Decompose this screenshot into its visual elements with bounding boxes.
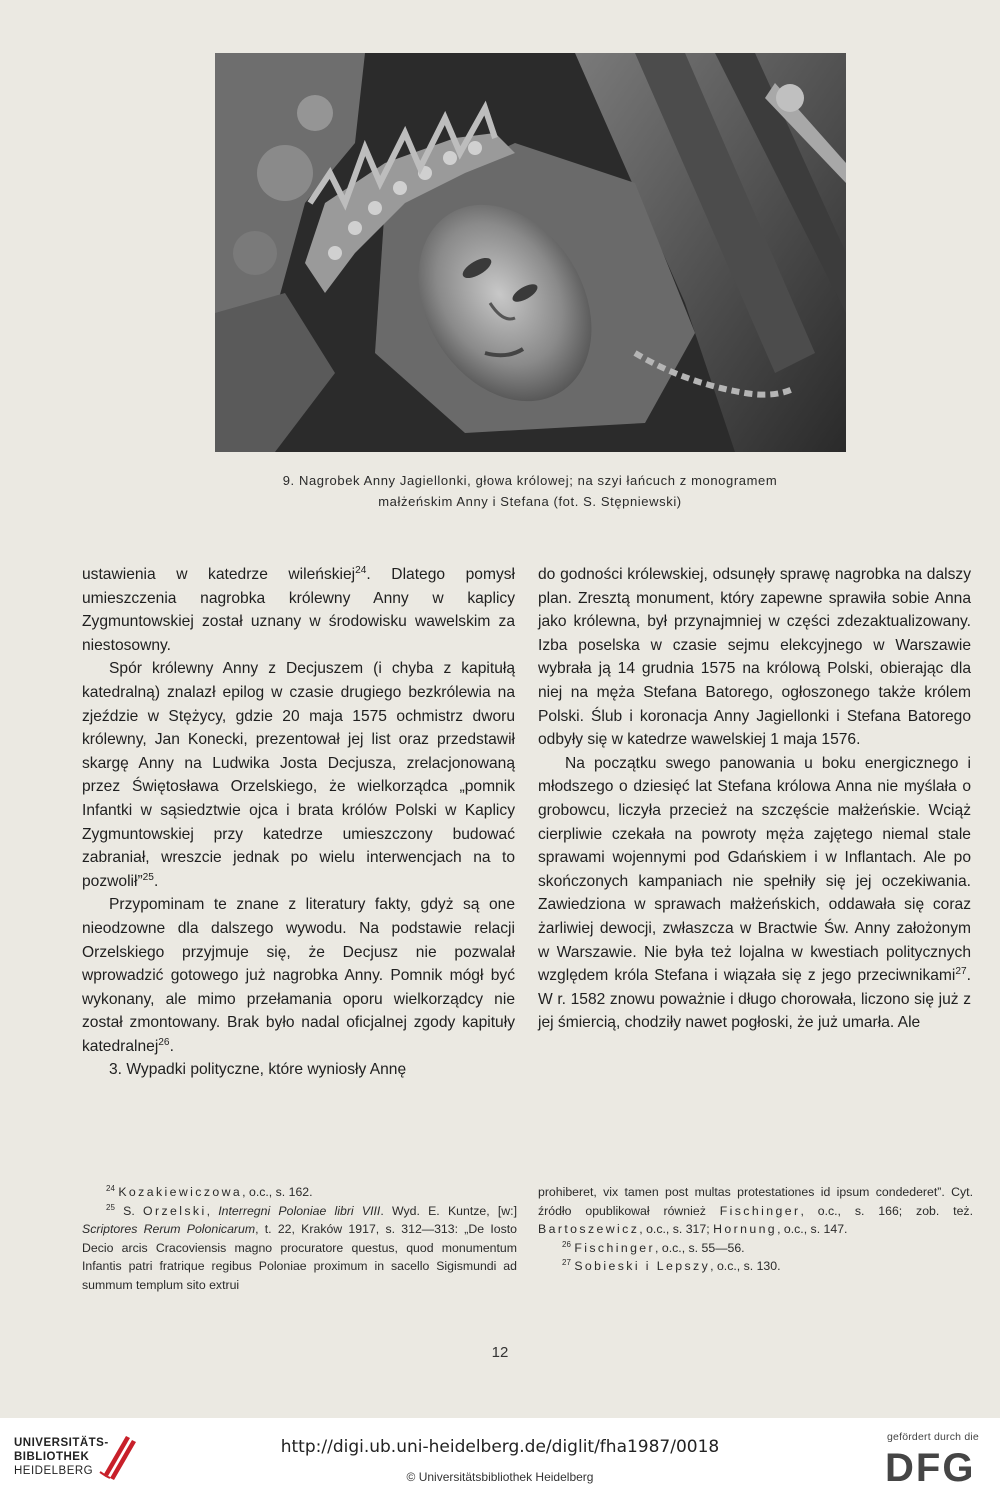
paragraph xyxy=(538,752,971,1035)
text: Spór królewny Anny z Decjuszem (i chyba z kapitułą katedralną) znalazł epilog w czasie drugiego bezkrólewia na zjeździe w Stężycy, gdzie 20 maja 1575 ochmistrz dworu królewny, Jan Konecki, prezentował jej list oraz przedstawił skargę Anny na Ludwika Josta Decjusza, zrelacjonowaną przez Świętosława Orzelskiego, że wielkorządca „pomnik Infantki w sąsiedztwie ojca i brata królów Polski w Kaplicy Zygmuntowskiej przy katedrze umieszczony budować zabraniał, wreszcie jednak po wielu interwencjach na to pozwolił” xyxy=(82,660,515,890)
footnote-26 xyxy=(538,1239,973,1258)
text: , o.c., s. 317; xyxy=(639,1222,714,1237)
footnote-number: 27 xyxy=(562,1258,571,1268)
tomb-effigy-photo xyxy=(215,53,846,452)
open-book-icon xyxy=(96,1430,140,1484)
caption-line-2: małżeńskim Anny i Stefana (fot. S. Stępniewski) xyxy=(378,494,682,509)
dfg-logo[interactable] xyxy=(885,1446,987,1490)
copyright-notice: © Universitätsbibliothek Heidelberg xyxy=(406,1470,594,1484)
funding-label: gefördert durch die xyxy=(887,1431,979,1443)
footnote-number: 26 xyxy=(562,1239,571,1249)
caption-line-1: 9. Nagrobek Anny Jagiellonki, głowa królowej; na szyi łańcuch z monogramem xyxy=(282,473,778,488)
footnote-ref: 27 xyxy=(955,965,967,977)
author: Fischinger xyxy=(719,1203,801,1218)
viewer-footer xyxy=(0,1418,1000,1497)
text: , o.c., s. 166; zob. też. xyxy=(800,1203,973,1218)
text: , t. 22, Kraków 1917, s. 312—313: „De Iosto Decio arcis Cracoviensis magno procuratore questus, quod monumentum Infantis patri fratrique regibus Poloniae proximum in sacello Sigismundi ad summum templum sito extrui xyxy=(82,1222,517,1292)
text: prohiberet, vix tamen post multas protestationes id ipsum condederet”. Cyt. źródło opublikował również xyxy=(538,1185,973,1218)
text: , o.c., s. 147. xyxy=(777,1222,848,1237)
text: Przypominam te znane z literatury fakty, gdyż są one nieodzowne dla dalszego wywodu. Na podstawie relacji Orzelskiego przyjmuje się, że Decjusz nie pozwalał wprowadzić gotowego już nagrobka Anny. Pomnik mógł być wykonany, ale mimo przełamania oporu wielkorządcy nie został zmontowany. Brak było nadal oficjalnej zgody kapituły katedralnej xyxy=(82,896,515,1055)
paragraph: do godności królewskiej, odsunęły sprawę nagrobka na dalszy plan. Zresztą monument, który zapewne sprawiła sobie Anna jako królewna, był przynajmniej w części zdezaktualizowany. Izba poselska w czasie sejmu elekcyjnego w Warszawie wybrała ją 14 grudnia 1575 na królową Polski, obierając dla niej na męża Stefana Batorego, ogłoszonego także królem Polski. Ślub i koronacja Anny Jagiellonki i Stefana Batorego odbyły się w katedrze wawelskiej 1 maja 1576. xyxy=(538,566,971,749)
text: S. xyxy=(123,1203,143,1218)
figure-caption xyxy=(190,470,870,512)
footnotes-right xyxy=(538,1183,973,1276)
logo-line-2: BIBLIOTHEK xyxy=(14,1451,90,1463)
left-text-column xyxy=(82,563,515,1082)
text: , o.c., s. 55—56. xyxy=(655,1240,745,1255)
paragraph xyxy=(82,657,515,893)
text: . Dlatego pomysł umieszczenia nagrobka królewny Anny w kaplicy Zygmuntowskiej został uznany w środowisku wawelskim za niestosowny. xyxy=(82,566,516,654)
footnote-ref: 25 xyxy=(142,871,154,883)
footnote-24 xyxy=(82,1183,517,1202)
series-title: Scriptores Rerum Polonicarum xyxy=(82,1222,256,1237)
photo-illustration xyxy=(215,53,846,452)
logo-line-3: HEIDELBERG xyxy=(14,1465,94,1477)
paragraph: 3. Wypadki polityczne, które wyniosły Annę xyxy=(109,1061,407,1079)
text: , o.c., s. 130. xyxy=(710,1259,781,1274)
text: . Wyd. E. Kuntze, [w:] xyxy=(380,1203,517,1218)
paragraph xyxy=(82,893,515,1058)
footnote-number: 25 xyxy=(106,1202,115,1212)
text: . W r. 1582 znowu poważnie i długo chorowała, liczono się już z jej śmiercią, chodziły nawet pogłoski, że już umarła. Ale xyxy=(538,967,971,1032)
paragraph xyxy=(82,563,515,657)
footnote-25-continued xyxy=(538,1183,973,1239)
footnotes-left xyxy=(82,1183,517,1295)
text: , o.c., s. 162. xyxy=(242,1185,313,1199)
author: Orzelski xyxy=(142,1203,207,1218)
author: Bartoszewicz xyxy=(538,1222,640,1237)
text: . xyxy=(153,872,159,890)
footnote-number: 24 xyxy=(106,1183,115,1193)
author: Fischinger xyxy=(574,1240,656,1255)
footnote-ref: 26 xyxy=(158,1036,170,1048)
permalink-url[interactable]: http://digi.ub.uni-heidelberg.de/diglit/fha1987/0018 xyxy=(280,1437,720,1457)
logo-line-1: UNIVERSITÄTS- xyxy=(14,1437,109,1449)
author: Hornung xyxy=(713,1222,778,1237)
author: Sobieski i Lepszy xyxy=(574,1259,711,1274)
author: Kozakiewiczowa xyxy=(118,1185,243,1199)
right-text-column xyxy=(538,563,971,1035)
dfg-logo-text: DFG xyxy=(885,1446,976,1490)
text: Na początku swego panowania u boku energicznego i młodszego o dziesięć lat Stefana królowa Anna nie myślała o grobowcu, liczyła przecież na szczęście małżeńskie. Wciąż cierpliwie czekała na powroty męża zajętego niemal stale sprawami wojennymi pod Gdańskiem i w Inflantach. Ale po skończonych kampaniach nie spełniły się jej oczekiwania. Zawiedziona w sprawach małżeńskich, oddawała się coraz żarliwiej dewocji, zwłaszcza w Bractwie Św. Anny założonym w Warszawie. Nie była też lojalna w kwestiach politycznych względem króla Stefana i wiązała się z jego przeciwnikami xyxy=(538,754,971,985)
footnote-25: $^{25}$ S. Orzelski, Interregni Poloniae libri VIII. Wyd. E. Kuntze, [w:] Scriptores Rerum Polonicarum, t. 22, Kraków 1917, s. 312—313: „De Iosto Decio arcis Cracoviensis magno procuratore questus, quod monumentum Infantis patri fratrique regibus Poloniae proximum in sacello Sigismundi ad summum templum sito extrui xyxy=(82,1202,517,1292)
text: ustawienia w katedrze wileńskiej xyxy=(82,566,356,583)
text: . xyxy=(169,1037,174,1055)
footnote-ref: 24 xyxy=(355,564,367,576)
book-title: Interregni Poloniae libri VIII xyxy=(218,1203,381,1218)
footnote-27 xyxy=(538,1257,973,1276)
page-number: 12 xyxy=(491,1344,509,1361)
